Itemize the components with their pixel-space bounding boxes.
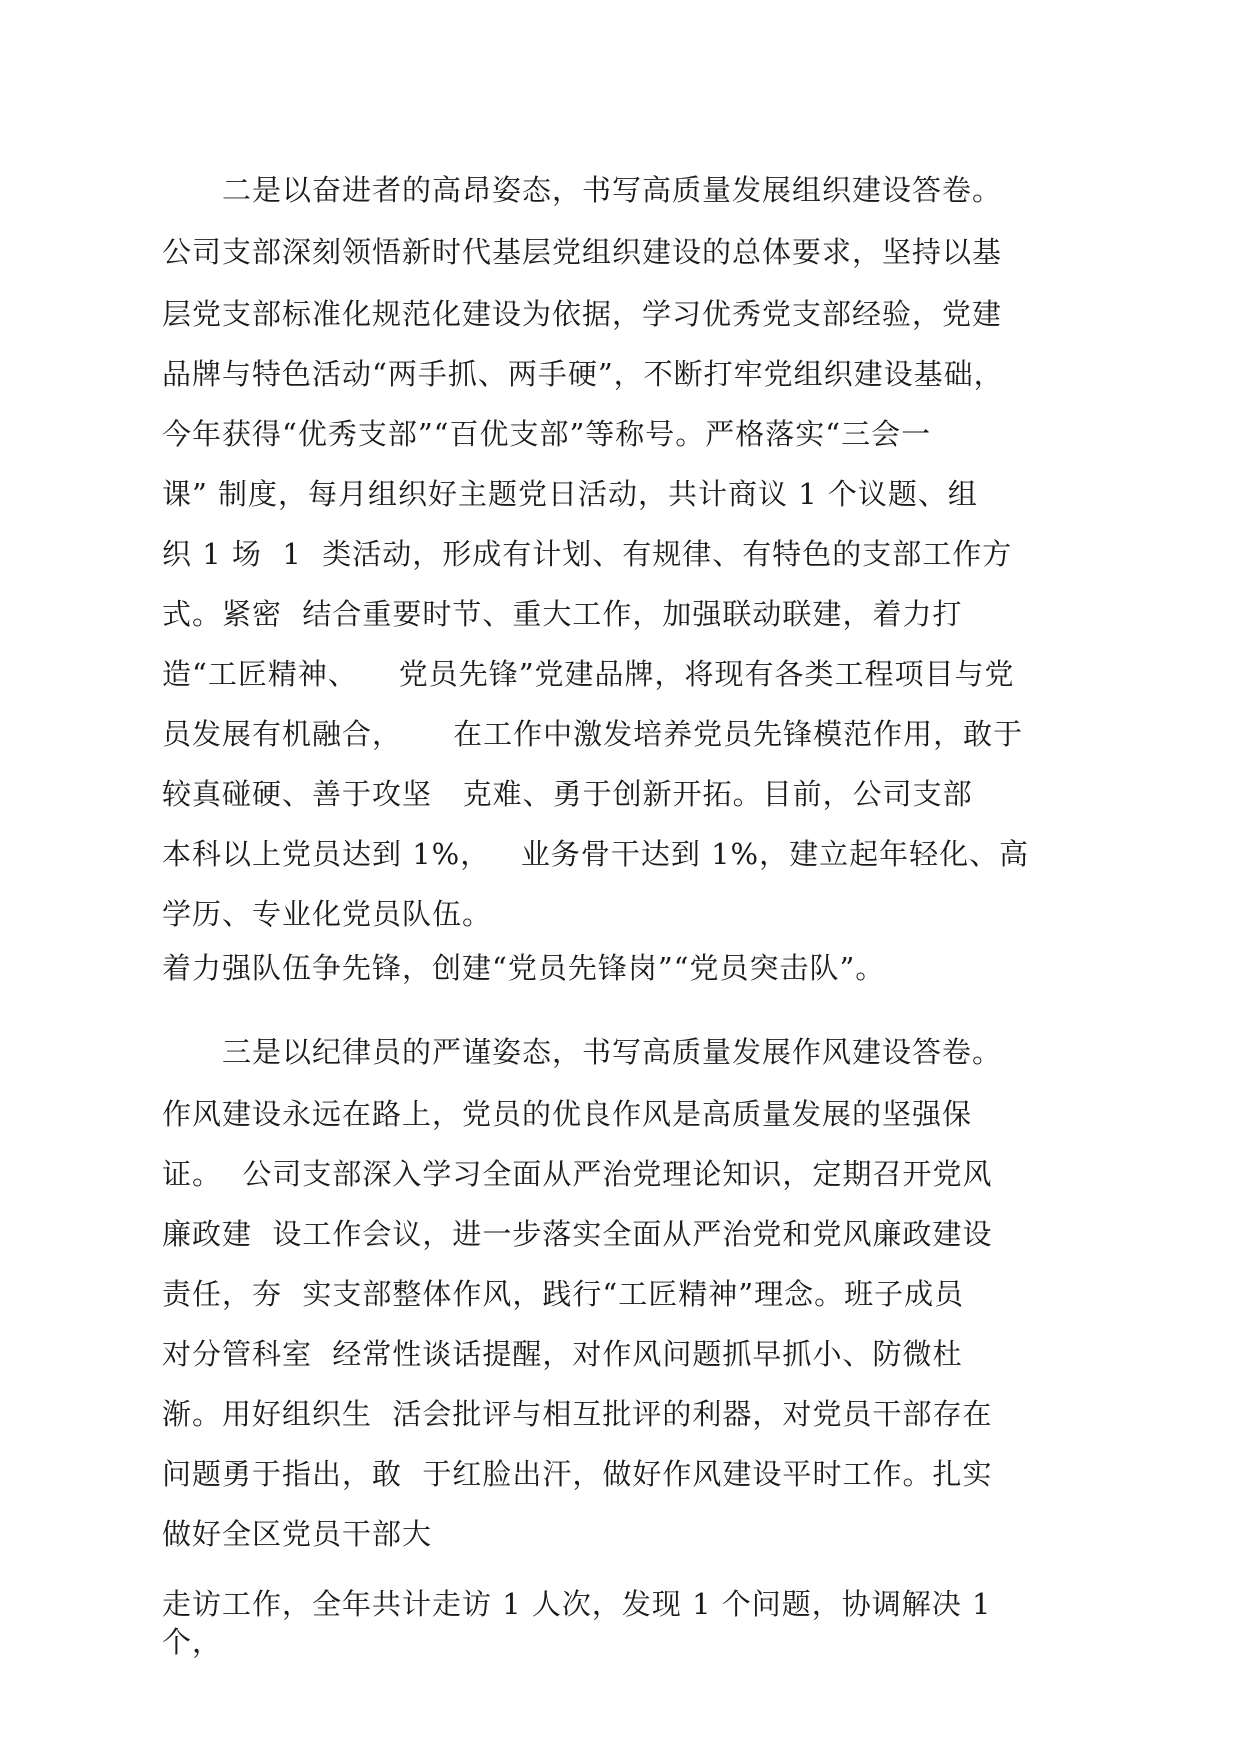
paragraph-2-line-1: 二是以奋进者的高昂姿态，书写高质量发展组织建设答卷。 bbox=[162, 173, 1003, 207]
paragraph-3-line-3: 证。 公司支部深入学习全面从严治党理论知识，定期召开党风 bbox=[162, 1157, 993, 1191]
paragraph-3-line-11: 个， bbox=[162, 1625, 223, 1659]
paragraph-2-line-5: 今年获得“优秀支部”“百优支部”等称号。严格落实“三会一 bbox=[162, 417, 932, 451]
paragraph-3-line-6: 对分管科室 经常性谈话提醒，对作风问题抓早抓小、防微杜 bbox=[162, 1337, 963, 1371]
paragraph-3-line-9: 做好全区党员干部大 bbox=[162, 1517, 433, 1551]
paragraph-2-line-14: 着力强队伍争先锋，创建“党员先锋岗”“党员突击队”。 bbox=[162, 951, 886, 985]
paragraph-3-line-4: 廉政建 设工作会议，进一步落实全面从严治党和党风廉政建设 bbox=[162, 1217, 993, 1251]
paragraph-2-line-3: 层党支部标准化规范化建设为依据，学习优秀党支部经验，党建 bbox=[162, 297, 1003, 331]
paragraph-3-line-5: 责任，夯 实支部整体作风，践行“工匠精神”理念。班子成员 bbox=[162, 1277, 965, 1311]
paragraph-3-line-7: 渐。用好组织生 活会批评与相互批评的利器，对党员干部存在 bbox=[162, 1397, 993, 1431]
paragraph-2-line-4: 品牌与特色活动“两手抓、两手硬”，不断打牢党组织建设基础， bbox=[162, 357, 1004, 391]
paragraph-2-line-13: 学历、专业化党员队伍。 bbox=[162, 897, 493, 931]
paragraph-2-line-8: 式。紧密 结合重要时节、重大工作，加强联动联建，着力打 bbox=[162, 597, 963, 631]
paragraph-2-line-10: 员发展有机融合， 在工作中激发培养党员先锋模范作用，敢于 bbox=[162, 717, 1024, 751]
paragraph-2-line-2: 公司支部深刻领悟新时代基层党组织建设的总体要求，坚持以基 bbox=[162, 235, 1003, 269]
paragraph-2-line-11: 较真碰硬、善于攻坚 克难、勇于创新开拓。目前，公司支部 bbox=[162, 777, 973, 811]
paragraph-3-line-8: 问题勇于指出，敢 于红脸出汗，做好作风建设平时工作。扎实 bbox=[162, 1457, 993, 1491]
paragraph-2-line-7: 织 1 场 1 类活动，形成有计划、有规律、有特色的支部工作方 bbox=[162, 537, 1013, 571]
paragraph-2-line-12: 本科以上党员达到 1%， 业务骨干达到 1%，建立起年轻化、高 bbox=[162, 837, 1030, 871]
paragraph-2-line-9: 造“工匠精神、 党员先锋”党建品牌，将现有各类工程项目与党 bbox=[162, 657, 1015, 691]
paragraph-2-line-6: 课” 制度，每月组织好主题党日活动，共计商议 1 个议题、组 bbox=[162, 477, 978, 511]
paragraph-3-line-10: 走访工作，全年共计走访 1 人次，发现 1 个问题，协调解决 1 bbox=[162, 1587, 992, 1621]
paragraph-3-line-1: 三是以纪律员的严谨姿态，书写高质量发展作风建设答卷。 bbox=[162, 1035, 1003, 1069]
paragraph-3-line-2: 作风建设永远在路上，党员的优良作风是高质量发展的坚强保 bbox=[162, 1097, 973, 1131]
